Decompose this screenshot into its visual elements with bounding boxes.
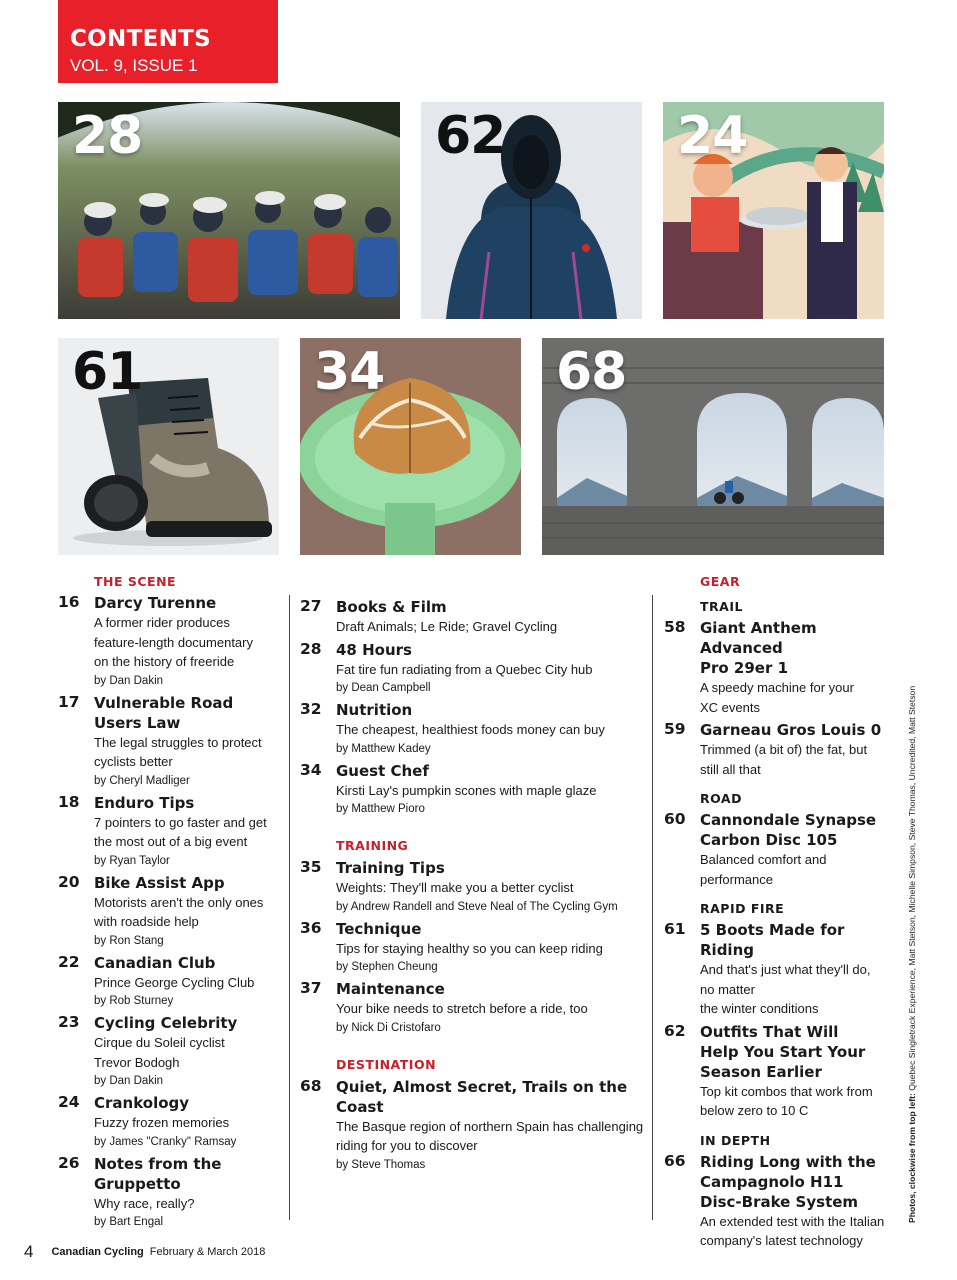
entry-description: A speedy machine for your	[700, 680, 854, 695]
contents-title: CONTENTS	[70, 26, 211, 52]
contents-entry[interactable]	[664, 810, 894, 889]
photo-page-number: 28	[72, 106, 143, 166]
entry-byline: by Cheryl Madliger	[94, 774, 190, 787]
contents-entry[interactable]	[664, 720, 894, 779]
entry-title: Riding Long with the	[700, 1152, 876, 1171]
photo-page-number: 34	[314, 342, 385, 402]
entry-title: Campagnolo H11	[700, 1172, 844, 1191]
entry-byline: by Steve Thomas	[336, 1158, 426, 1171]
contents-entry[interactable]	[58, 1013, 290, 1090]
subsection-heading: ROAD	[700, 791, 742, 806]
page-footer	[24, 1240, 265, 1260]
entry-description: the most out of a big event	[94, 834, 248, 849]
photo-stone-arches[interactable]	[542, 338, 884, 555]
entry-title: Darcy Turenne	[94, 594, 217, 612]
entry-byline: by James "Cranky" Ramsay	[94, 1135, 237, 1148]
subsection-heading: RAPID FIRE	[700, 901, 785, 916]
section-heading: TRAINING	[336, 838, 409, 853]
entry-description: Weights: They'll make you a better cyclist	[336, 880, 574, 895]
entry-description: Prince George Cycling Club	[94, 974, 255, 990]
entry-title: Enduro Tips	[94, 793, 195, 812]
entry-description: company's latest technology	[700, 1233, 863, 1248]
contents-entry[interactable]	[300, 979, 645, 1037]
entry-description: The Basque region of northern Spain has challenging	[336, 1118, 644, 1134]
entry-title: Technique	[336, 919, 422, 938]
entry-description: And that's just what they'll do,	[700, 962, 871, 977]
entry-page-number: 26	[58, 1153, 80, 1172]
entry-page-number: 37	[300, 979, 322, 997]
entry-description: below zero to 10 C	[700, 1103, 809, 1118]
magazine-name: Canadian Cycling	[51, 1246, 144, 1258]
entry-description: Fuzzy frozen memories	[94, 1115, 230, 1130]
entry-byline: by Matthew Pioro	[336, 803, 425, 815]
entry-title: Guest Chef	[336, 761, 429, 780]
entry-description: Balanced comfort and	[700, 852, 827, 867]
entry-page-number: 68	[300, 1076, 322, 1095]
column-the-scene	[58, 574, 290, 1231]
column-gear	[664, 574, 894, 1251]
entry-byline: by Stephen Cheung	[336, 961, 438, 973]
entry-page-number: 22	[58, 952, 80, 971]
entry-description: An extended test with the Italian	[700, 1213, 885, 1229]
entry-description: The legal struggles to protect	[94, 734, 262, 750]
entry-description: XC events	[700, 699, 760, 715]
entry-title: Pro 29er 1	[700, 659, 789, 677]
entry-description: the winter conditions	[700, 1001, 819, 1016]
entry-description: Kirsti Lay's pumpkin scones with maple glaze	[336, 782, 597, 798]
entry-description: Motorists aren't the only ones	[94, 894, 264, 910]
page-number: 4	[24, 1242, 34, 1261]
contents-entry[interactable]	[58, 1093, 290, 1151]
photo-page-number: 62	[435, 106, 506, 166]
photo-scones[interactable]	[300, 338, 521, 555]
contents-list	[664, 920, 894, 1121]
contents-entry[interactable]	[300, 761, 645, 819]
entry-title: 5 Boots Made for Riding	[700, 921, 845, 959]
photo-credit-label: Photos, clockwise from top left:	[907, 1093, 917, 1223]
entry-description: with roadside help	[94, 914, 199, 929]
entry-page-number: 62	[664, 1021, 686, 1040]
entry-byline: by Bart Engal	[94, 1216, 164, 1228]
entry-title: Quiet, Almost Secret, Trails on the Coast	[336, 1077, 628, 1116]
entry-title: Cycling Celebrity	[94, 1014, 238, 1032]
entry-byline: by Dan Dakin	[94, 674, 164, 687]
contents-entry[interactable]	[58, 793, 290, 870]
contents-list	[664, 618, 894, 779]
contents-list	[58, 593, 290, 1231]
photo-jacket[interactable]	[421, 102, 642, 319]
contents-entry[interactable]	[58, 693, 290, 790]
contents-entry[interactable]	[664, 618, 894, 717]
entry-title: 48 Hours	[336, 640, 412, 659]
section-heading: THE SCENE	[94, 574, 177, 589]
contents-entry[interactable]	[58, 873, 290, 950]
entry-description: Tips for staying healthy so you can keep riding	[336, 940, 603, 956]
entry-title: Cannondale Synapse	[700, 811, 877, 829]
entry-page-number: 58	[664, 618, 686, 636]
entry-page-number: 17	[58, 692, 80, 711]
contents-entry[interactable]	[58, 1154, 290, 1232]
entry-description: still all that	[700, 761, 761, 777]
entry-page-number: 27	[300, 597, 322, 615]
entry-title: Giant Anthem Advanced	[700, 619, 817, 657]
entry-page-number: 18	[58, 792, 80, 811]
entry-byline: by Matthew Kadey	[336, 742, 431, 755]
entry-page-number: 28	[300, 639, 322, 658]
entry-page-number: 35	[300, 858, 322, 876]
entry-byline: by Ron Stang	[94, 934, 164, 947]
entry-title: Users Law	[94, 713, 181, 732]
contents-list	[300, 858, 645, 1037]
entry-byline: by Rob Sturney	[94, 995, 174, 1007]
contents-list	[300, 597, 645, 818]
contents-entry[interactable]	[300, 640, 645, 698]
contents-list	[664, 810, 894, 889]
entry-title: Nutrition	[336, 701, 413, 719]
entry-description: feature-length documentary	[94, 634, 253, 650]
entry-page-number: 61	[664, 920, 686, 938]
entry-page-number: 59	[664, 720, 686, 738]
entry-title: Disc-Brake System	[700, 1192, 859, 1211]
entry-title: Bike Assist App	[94, 873, 225, 892]
entry-title: Carbon Disc 105	[700, 831, 838, 849]
issue-date: February & March 2018	[149, 1246, 266, 1258]
entry-description: A former rider produces	[94, 615, 230, 630]
entry-description: The cheapest, healthiest foods money can buy	[336, 722, 605, 737]
photo-race-start[interactable]	[58, 102, 400, 319]
entry-page-number: 16	[58, 593, 80, 611]
subsection-heading: IN DEPTH	[700, 1132, 771, 1148]
contents-entry[interactable]	[300, 1077, 645, 1174]
entry-description: riding for you to discover	[336, 1138, 478, 1153]
column-divider	[652, 595, 653, 1220]
photo-page-number: 61	[72, 342, 143, 402]
contents-entry[interactable]	[300, 700, 645, 758]
entry-byline: by Andrew Randell and Steve Neal of The Cycling Gym	[336, 900, 618, 913]
section-heading: DESTINATION	[336, 1056, 437, 1072]
entry-page-number: 60	[664, 810, 686, 828]
entry-description: Trevor Bodogh	[94, 1054, 180, 1070]
entry-page-number: 32	[300, 700, 322, 718]
contents-entry[interactable]	[664, 1152, 894, 1251]
photo-page-number: 24	[677, 106, 748, 166]
entry-title: Maintenance	[336, 980, 445, 998]
contents-list	[664, 1152, 894, 1251]
entry-description: on the history of freeride	[94, 654, 235, 669]
entry-page-number: 20	[58, 872, 80, 891]
contents-list	[300, 1077, 645, 1174]
entry-page-number: 66	[664, 1151, 686, 1170]
entry-byline: by Dan Dakin	[94, 1075, 164, 1087]
entry-description: Cirque du Soleil cyclist	[94, 1035, 225, 1050]
contents-header	[58, 0, 278, 83]
entry-description: 7 pointers to go faster and get	[94, 814, 267, 830]
entry-title: Season Earlier	[700, 1062, 822, 1081]
entry-page-number: 34	[300, 760, 322, 779]
contents-entry[interactable]	[664, 1022, 894, 1121]
contents-entry[interactable]	[664, 920, 894, 1019]
entry-description: no matter	[700, 981, 755, 997]
column-divider	[289, 595, 290, 1220]
contents-entry[interactable]	[300, 919, 645, 977]
photo-boots[interactable]	[58, 338, 279, 555]
photo-credit	[905, 685, 921, 1225]
entry-title: Crankology	[94, 1094, 190, 1112]
entry-title: Outfits That Will	[700, 1022, 839, 1041]
entry-title: Help You Start Your	[700, 1042, 866, 1061]
contents-entry[interactable]	[58, 953, 290, 1011]
issue-label: VOL. 9, ISSUE 1	[70, 56, 198, 75]
entry-byline: by Ryan Taylor	[94, 854, 170, 867]
entry-title: Vulnerable Road	[94, 693, 234, 712]
photo-page-number: 68	[556, 342, 627, 402]
entry-page-number: 24	[58, 1093, 80, 1111]
entry-description: cyclists better	[94, 754, 173, 769]
entry-title: Notes from the Gruppetto	[94, 1154, 222, 1193]
entry-byline: by Dean Campbell	[336, 682, 431, 694]
entry-title: Books & Film	[336, 598, 447, 616]
entry-description: Top kit combos that work from	[700, 1083, 873, 1099]
contents-entry[interactable]	[300, 858, 645, 916]
subsection-heading: TRAIL	[700, 599, 743, 614]
column-features	[300, 597, 645, 1174]
entry-description: Trimmed (a bit of) the fat, but	[700, 742, 868, 757]
entry-description: Draft Animals; Le Ride; Gravel Cycling	[336, 619, 558, 634]
entry-page-number: 36	[300, 918, 322, 937]
contents-entry[interactable]	[58, 593, 290, 690]
entry-page-number: 23	[58, 1013, 80, 1031]
photo-credit-text: Quebec Singletrack Experience, Matt Stetson, Michelle Simpson, Steve Thomas, Uncredited, Matt Stetson	[907, 685, 917, 1094]
entry-byline: by Nick Di Cristofaro	[336, 1021, 441, 1034]
entry-title: Training Tips	[336, 859, 445, 877]
entry-title: Garneau Gros Louis 0	[700, 721, 882, 739]
contents-entry[interactable]	[300, 597, 645, 637]
photo-illustration[interactable]	[663, 102, 884, 319]
entry-description: Fat tire fun radiating from a Quebec City hub	[336, 661, 593, 677]
entry-title: Canadian Club	[94, 953, 216, 972]
entry-description: Why race, really?	[94, 1195, 195, 1211]
entry-description: Your bike needs to stretch before a ride, too	[336, 1001, 588, 1016]
section-heading: GEAR	[700, 574, 741, 589]
entry-description: performance	[700, 871, 773, 887]
